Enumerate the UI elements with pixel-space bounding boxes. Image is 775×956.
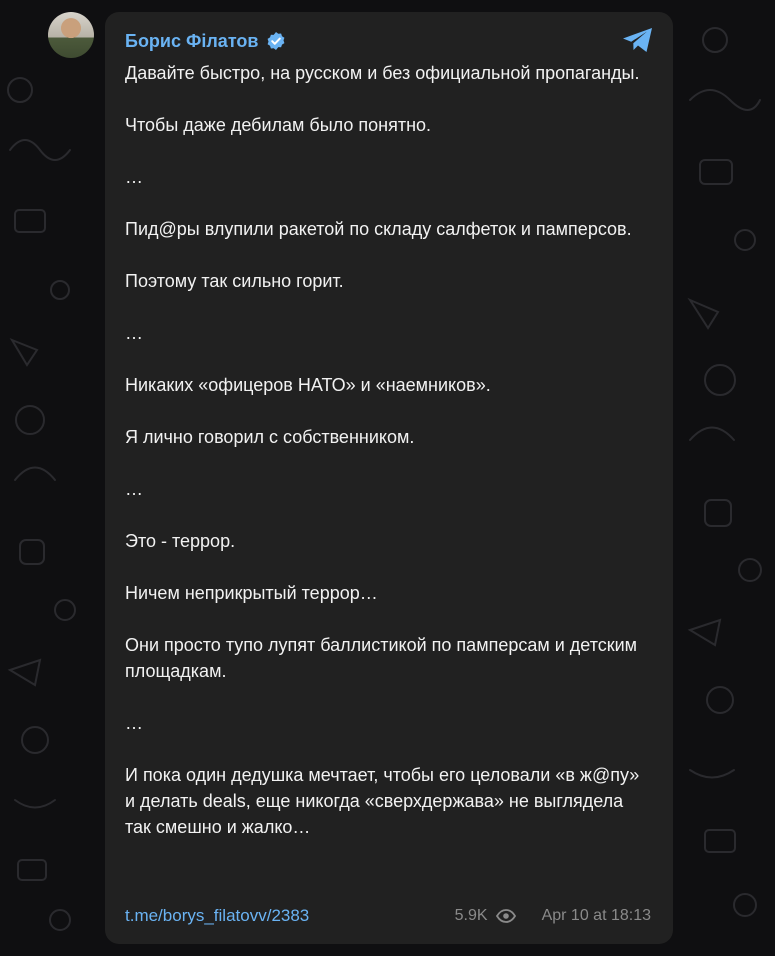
views-count: 5.9K — [454, 907, 488, 924]
eye-icon — [496, 909, 516, 923]
message-bubble — [105, 12, 673, 944]
telegram-share-icon[interactable] — [621, 26, 655, 54]
message-paragraph: Они просто тупо лупят баллистикой по памперсам и детским площадкам. — [125, 635, 638, 681]
message-meta — [455, 907, 651, 925]
message-paragraph: Я лично говорил с собственником. — [125, 427, 415, 447]
message-text — [125, 60, 645, 840]
verified-badge-icon — [266, 31, 286, 51]
message-paragraph: … — [125, 167, 143, 187]
message-paragraph: Чтобы даже дебилам было понятно. — [125, 115, 432, 135]
message-paragraph: … — [125, 713, 143, 733]
message-paragraph: Поэтому так сильно горит. — [125, 271, 344, 291]
author-avatar[interactable] — [48, 12, 94, 58]
message-paragraph: … — [125, 479, 143, 499]
message-paragraph: Пид@ры влупили ракетой по складу салфеток и памперсов. — [125, 219, 632, 239]
message-time: Apr 10 at 18:13 — [541, 907, 651, 924]
message-paragraph: Это - террор. — [125, 531, 236, 551]
author-header — [125, 30, 286, 52]
message-paragraph: Давайте быстро, на русском и без официальной пропаганды. — [125, 63, 640, 83]
post-link[interactable]: t.me/borys_filatovv/2383 — [125, 906, 310, 925]
message-paragraph: И пока один дедушка мечтает, чтобы его целовали «в ж@пу» и делать deals, еще никогда «сверхдержава» не выглядела так смешно и жалко… — [125, 765, 640, 837]
message-paragraph: Ничем неприкрытый террор… — [125, 583, 378, 603]
message-paragraph: Никаких «офицеров НАТО» и «наемников». — [125, 375, 491, 395]
message-paragraph: … — [125, 323, 143, 343]
author-name[interactable]: Борис Філатов — [125, 31, 259, 51]
message-footer — [125, 905, 651, 927]
